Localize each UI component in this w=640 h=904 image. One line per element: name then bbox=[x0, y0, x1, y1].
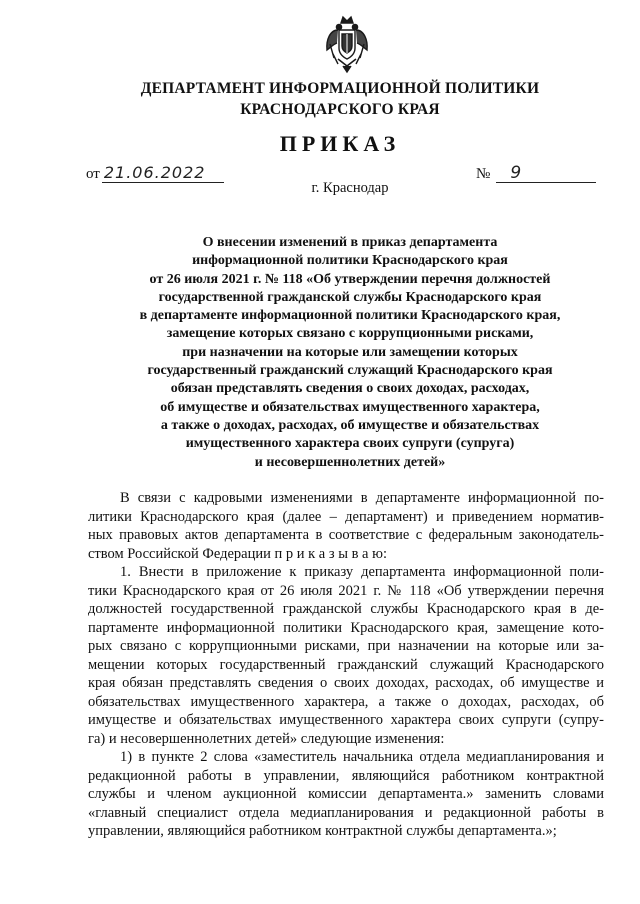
subject-line: а также о доходах, расходах, об имуществе и обязательствах bbox=[160, 417, 540, 433]
body-text-line: ством Российской Федерации п р и к а з ы в а ю: bbox=[88, 545, 387, 562]
body-text-line: га) и несовершеннолетних детей» следующие изменения: bbox=[88, 730, 445, 747]
subject-line: об имуществе и обязательствах имущественного характера, bbox=[160, 399, 540, 415]
body-text-line: должностей государственной гражданской службы Краснодарского края в де- bbox=[88, 601, 604, 617]
coat-of-arms-icon bbox=[324, 14, 370, 74]
subject-line: О внесении изменений в приказ департамента bbox=[202, 235, 498, 250]
body-text-line: В связи с кадровыми изменениями в департаменте информационной по- bbox=[120, 490, 604, 506]
city-name: г. Краснодар bbox=[311, 180, 389, 196]
body-text-line: мещении которых государственный гражданский служащий Краснодарского bbox=[88, 656, 604, 673]
subject-line: имущественного характера своих супруги (супруга) bbox=[185, 436, 515, 452]
subject-line: при назначении на которые или замещении которых bbox=[182, 344, 518, 360]
body-text-line: тики Краснодарского края от 26 июля 2021 г. № 118 «Об утверждении перечня bbox=[88, 582, 604, 599]
subject-line: и несовершеннолетних детей» bbox=[254, 454, 446, 470]
subject-line: замещение которых связано с коррупционными рисками, bbox=[166, 326, 534, 342]
organization-name: ДЕПАРТАМЕНТ ИНФОРМАЦИОННОЙ ПОЛИТИКИ bbox=[140, 80, 540, 97]
number-prefix: № bbox=[476, 166, 491, 182]
subject-line: от 26 июля 2021 г. № 118 «Об утверждении перечня должностей bbox=[149, 271, 551, 287]
city-line bbox=[0, 180, 640, 197]
number-value: 9 bbox=[496, 164, 596, 183]
document-type-title: ПРИКАЗ bbox=[279, 131, 401, 156]
organization-region: КРАСНОДАРСКОГО КРАЯ bbox=[240, 101, 440, 118]
body-text-line: ных правовых актов департамента в соответствие с федеральным законодатель- bbox=[88, 527, 604, 543]
date-prefix: от bbox=[86, 166, 100, 182]
body-text-line: управлении, являющийся работником контрактной службы департамента.»; bbox=[88, 823, 557, 839]
date-value: 21.06.2022 bbox=[102, 164, 224, 183]
subject-line: государственный гражданский служащий Краснодарского края bbox=[147, 363, 553, 379]
subject-line: в департаменте информационной политики Краснодарского края, bbox=[139, 308, 561, 324]
body-text-line: редакционной работы в управлении, являющийся работником контрактной bbox=[88, 767, 604, 784]
body-text-line: службы и членом аукционной комиссии департамента.» заменить словами bbox=[88, 786, 604, 802]
order-body bbox=[88, 489, 604, 841]
subject-line: информационной политики Краснодарского края bbox=[192, 253, 508, 269]
body-text-line: 1. Внести в приложение к приказу департамента информационной поли- bbox=[120, 564, 604, 580]
body-text-line: литики Краснодарского края (далее – департамент) и приведением норматив- bbox=[88, 508, 604, 525]
subject-line: обязан представлять сведения о своих доходах, расходах, bbox=[170, 381, 530, 397]
order-subject bbox=[20, 234, 640, 472]
body-text-line: «главный специалист отдела медиапланирования и редакционной работы в bbox=[88, 804, 604, 821]
body-text-line: 1) в пункте 2 слова «заместитель начальника отдела медиапланирования и bbox=[120, 749, 604, 765]
body-text-line: партаменте информационной политики Краснодарского края, замещение кото- bbox=[88, 619, 604, 636]
body-text-line: обязательствах имущественного характера, а также о доходах, расходах, об bbox=[88, 693, 604, 710]
body-text-line: имуществе и обязательствах имущественного характера своих супруги (супру- bbox=[88, 712, 604, 728]
subject-line: государственной гражданской службы Краснодарского края bbox=[158, 289, 542, 305]
body-text-line: рых связано с коррупционными рисками, при назначении на которые или за- bbox=[88, 638, 604, 654]
body-text-line: края обязан представлять сведения о своих доходах, расходах, об имуществе и bbox=[88, 675, 604, 691]
